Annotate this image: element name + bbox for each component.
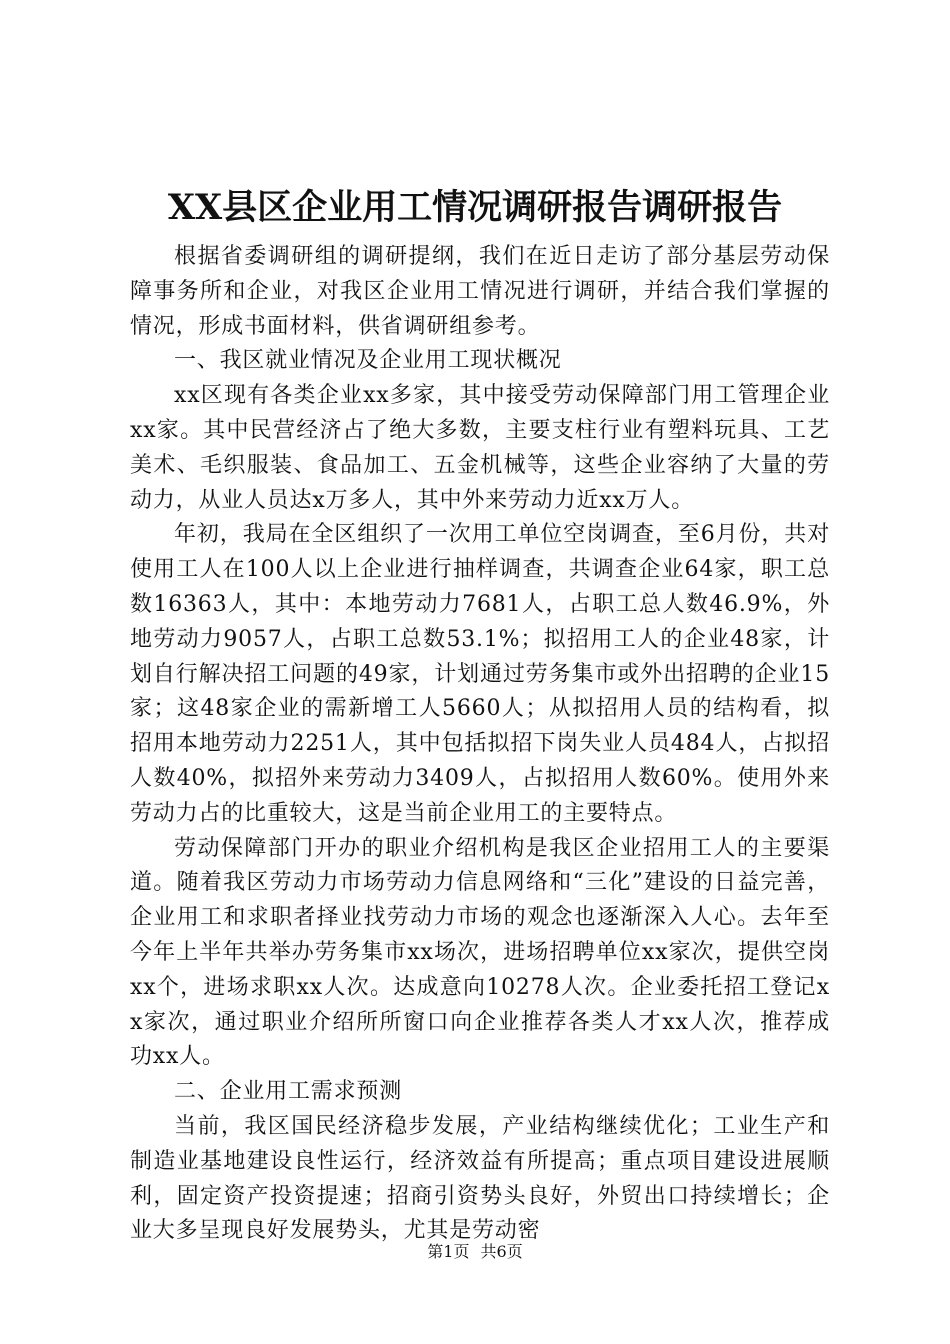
paragraph-overview: xx区现有各类企业xx多家，其中接受劳动保障部门用工管理企业xx家。其中民营经济占了绝大多数，主要支柱行业有塑料玩具、工艺美术、毛织服装、食品加工、五金机械等，这些企业容纳了大量的劳动力，从业人员达x万多人，其中外来劳动力近xx万人。 bbox=[130, 383, 830, 513]
page-footer bbox=[0, 1240, 950, 1264]
document-title: XX县区企业用工情况调研报告调研报告 bbox=[167, 187, 783, 228]
page-number: 第1页 bbox=[427, 1242, 470, 1261]
section-heading-2: 二、企业用工需求预测 bbox=[174, 1079, 403, 1105]
page-total: 共6页 bbox=[480, 1242, 523, 1261]
paragraph-forecast: 当前，我区国民经济稳步发展，产业结构继续优化；工业生产和制造业基地建设良性运行，经济效益有所提高；重点项目建设进展顺利，固定资产投资提速；招商引资势头良好，外贸出口持续增长；企业大多呈现良好发展势头，尤其是劳动密 bbox=[130, 1113, 830, 1244]
paragraph-intro: 根据省委调研组的调研提纲，我们在近日走访了部分基层劳动保障事务所和企业，对我区企业用工情况进行调研，并结合我们掌握的情况，形成书面材料，供省调研组参考。 bbox=[130, 244, 830, 339]
section-heading-1: 一、我区就业情况及企业用工现状概况 bbox=[174, 348, 562, 374]
paragraph-survey: 年初，我局在全区组织了一次用工单位空岗调查，至6月份，共对使用工人在100人以上企业进行抽样调查，共调查企业64家，职工总数16363人，其中：本地劳动力7681人，占职工总人数46.9%，外地劳动力9057人，占职工总数53.1%；拟招用工人的企业48家，计划自行解决招工问题的49家，计划通过劳务集市或外出招聘的企业15家；这48家企业的需新增工人5660人；从拟招用人员的结构看，拟招用本地劳动力2251人，其中包括拟招下岗失业人员484人，占拟招人数40%，拟招外来劳动力3409人，占拟招用人数60%。使用外来劳动力占的比重较大，这是当前企业用工的主要特点。 bbox=[130, 522, 830, 826]
paragraph-channels: 劳动保障部门开办的职业介绍机构是我区企业招用工人的主要渠道。随着我区劳动力市场劳动力信息网络和“三化”建设的日益完善，企业用工和求职者择业找劳动力市场的观念也逐渐深入人心。去年至今年上半年共举办劳务集市xx场次，进场招聘单位xx家次，提供空岗xx个，进场求职xx人次。达成意向10278人次。企业委托招工登记xx家次，通过职业介绍所所窗口向企业推荐各类人才xx人次，推荐成功xx人。 bbox=[130, 835, 830, 1070]
document-body bbox=[130, 240, 830, 1249]
